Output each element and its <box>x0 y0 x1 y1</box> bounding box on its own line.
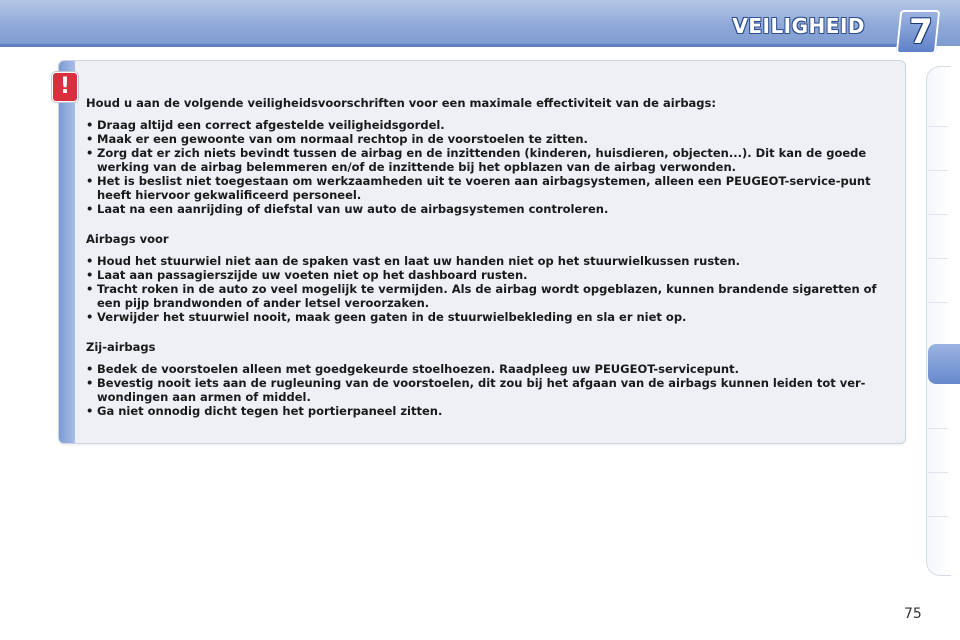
tab-divider <box>928 214 948 215</box>
list-item: • Bevestig nooit iets aan de rugleuning van de voorstoelen, dit zou bij het afgaan van de airbags kunnen leiden tot ver-wondingen aan armen of middel. <box>86 376 896 404</box>
chapter-tab-strip <box>926 66 951 576</box>
tab-divider <box>928 258 948 259</box>
section-front-airbags <box>86 232 896 324</box>
list-item: • Tracht roken in de auto zo veel mogelijk te vermijden. Als de airbag wordt opgeblazen, kunnen brandende sigaretten of een pijp brandwonden of ander letsel veroorzaken. <box>86 282 896 310</box>
warning-icon: ! <box>52 72 78 102</box>
list-item: • Zorg dat er zich niets bevindt tussen de airbag en de inzittenden (kinderen, huisdieren, objecten...). Dit kan de goede werking van de airbag belemmeren en/of de inzittende bij het opblazen van de airbag verwonden. <box>86 146 896 174</box>
section-title: Houd u aan de volgende veiligheidsvoorschriften voor een maximale effectiviteit van de airbags: <box>86 96 716 110</box>
notice-accent-stripe <box>59 61 75 443</box>
bullet-list <box>86 362 896 418</box>
tab-divider <box>928 302 948 303</box>
chapter-number: 7 <box>909 12 933 52</box>
chapter-tab-active[interactable] <box>928 344 960 384</box>
list-item: • Laat na een aanrijding of diefstal van uw auto de airbagsystemen controleren. <box>86 202 896 216</box>
tab-divider <box>928 472 948 473</box>
section-title: Airbags voor <box>86 232 169 246</box>
tab-divider <box>928 170 948 171</box>
page-number: 75 <box>904 606 922 622</box>
list-item: • Draag altijd een correct afgestelde veiligheidsgordel. <box>86 118 896 132</box>
section-title: Zij-airbags <box>86 340 156 354</box>
list-item: • Maak er een gewoonte van om normaal rechtop in de voorstoelen te zitten. <box>86 132 896 146</box>
section-effectiveness <box>86 96 896 216</box>
bullet-list <box>86 254 896 324</box>
tab-divider <box>928 428 948 429</box>
chapter-title: VEILIGHEID <box>732 14 865 38</box>
list-item: • Houd het stuurwiel niet aan de spaken vast en laat uw handen niet op het stuurwielkussen rusten. <box>86 254 896 268</box>
tab-divider <box>928 516 948 517</box>
list-item: • Verwijder het stuurwiel nooit, maak geen gaten in de stuurwielbekleding en sla er niet op. <box>86 310 896 324</box>
section-side-airbags <box>86 340 896 418</box>
list-item: • Het is beslist niet toegestaan om werkzaamheden uit te voeren aan airbagsystemen, alleen een PEUGEOT-service-punt heeft hiervoor gekwalificeerd personeel. <box>86 174 896 202</box>
list-item: • Laat aan passagierszijde uw voeten niet op het dashboard rusten. <box>86 268 896 282</box>
notice-text <box>86 96 896 434</box>
list-item: • Bedek de voorstoelen alleen met goedgekeurde stoelhoezen. Raadpleeg uw PEUGEOT-servicepunt. <box>86 362 896 376</box>
tab-divider <box>928 126 948 127</box>
header-rule <box>0 44 900 47</box>
list-item: • Ga niet onnodig dicht tegen het portierpaneel zitten. <box>86 404 896 418</box>
bullet-list <box>86 118 896 216</box>
